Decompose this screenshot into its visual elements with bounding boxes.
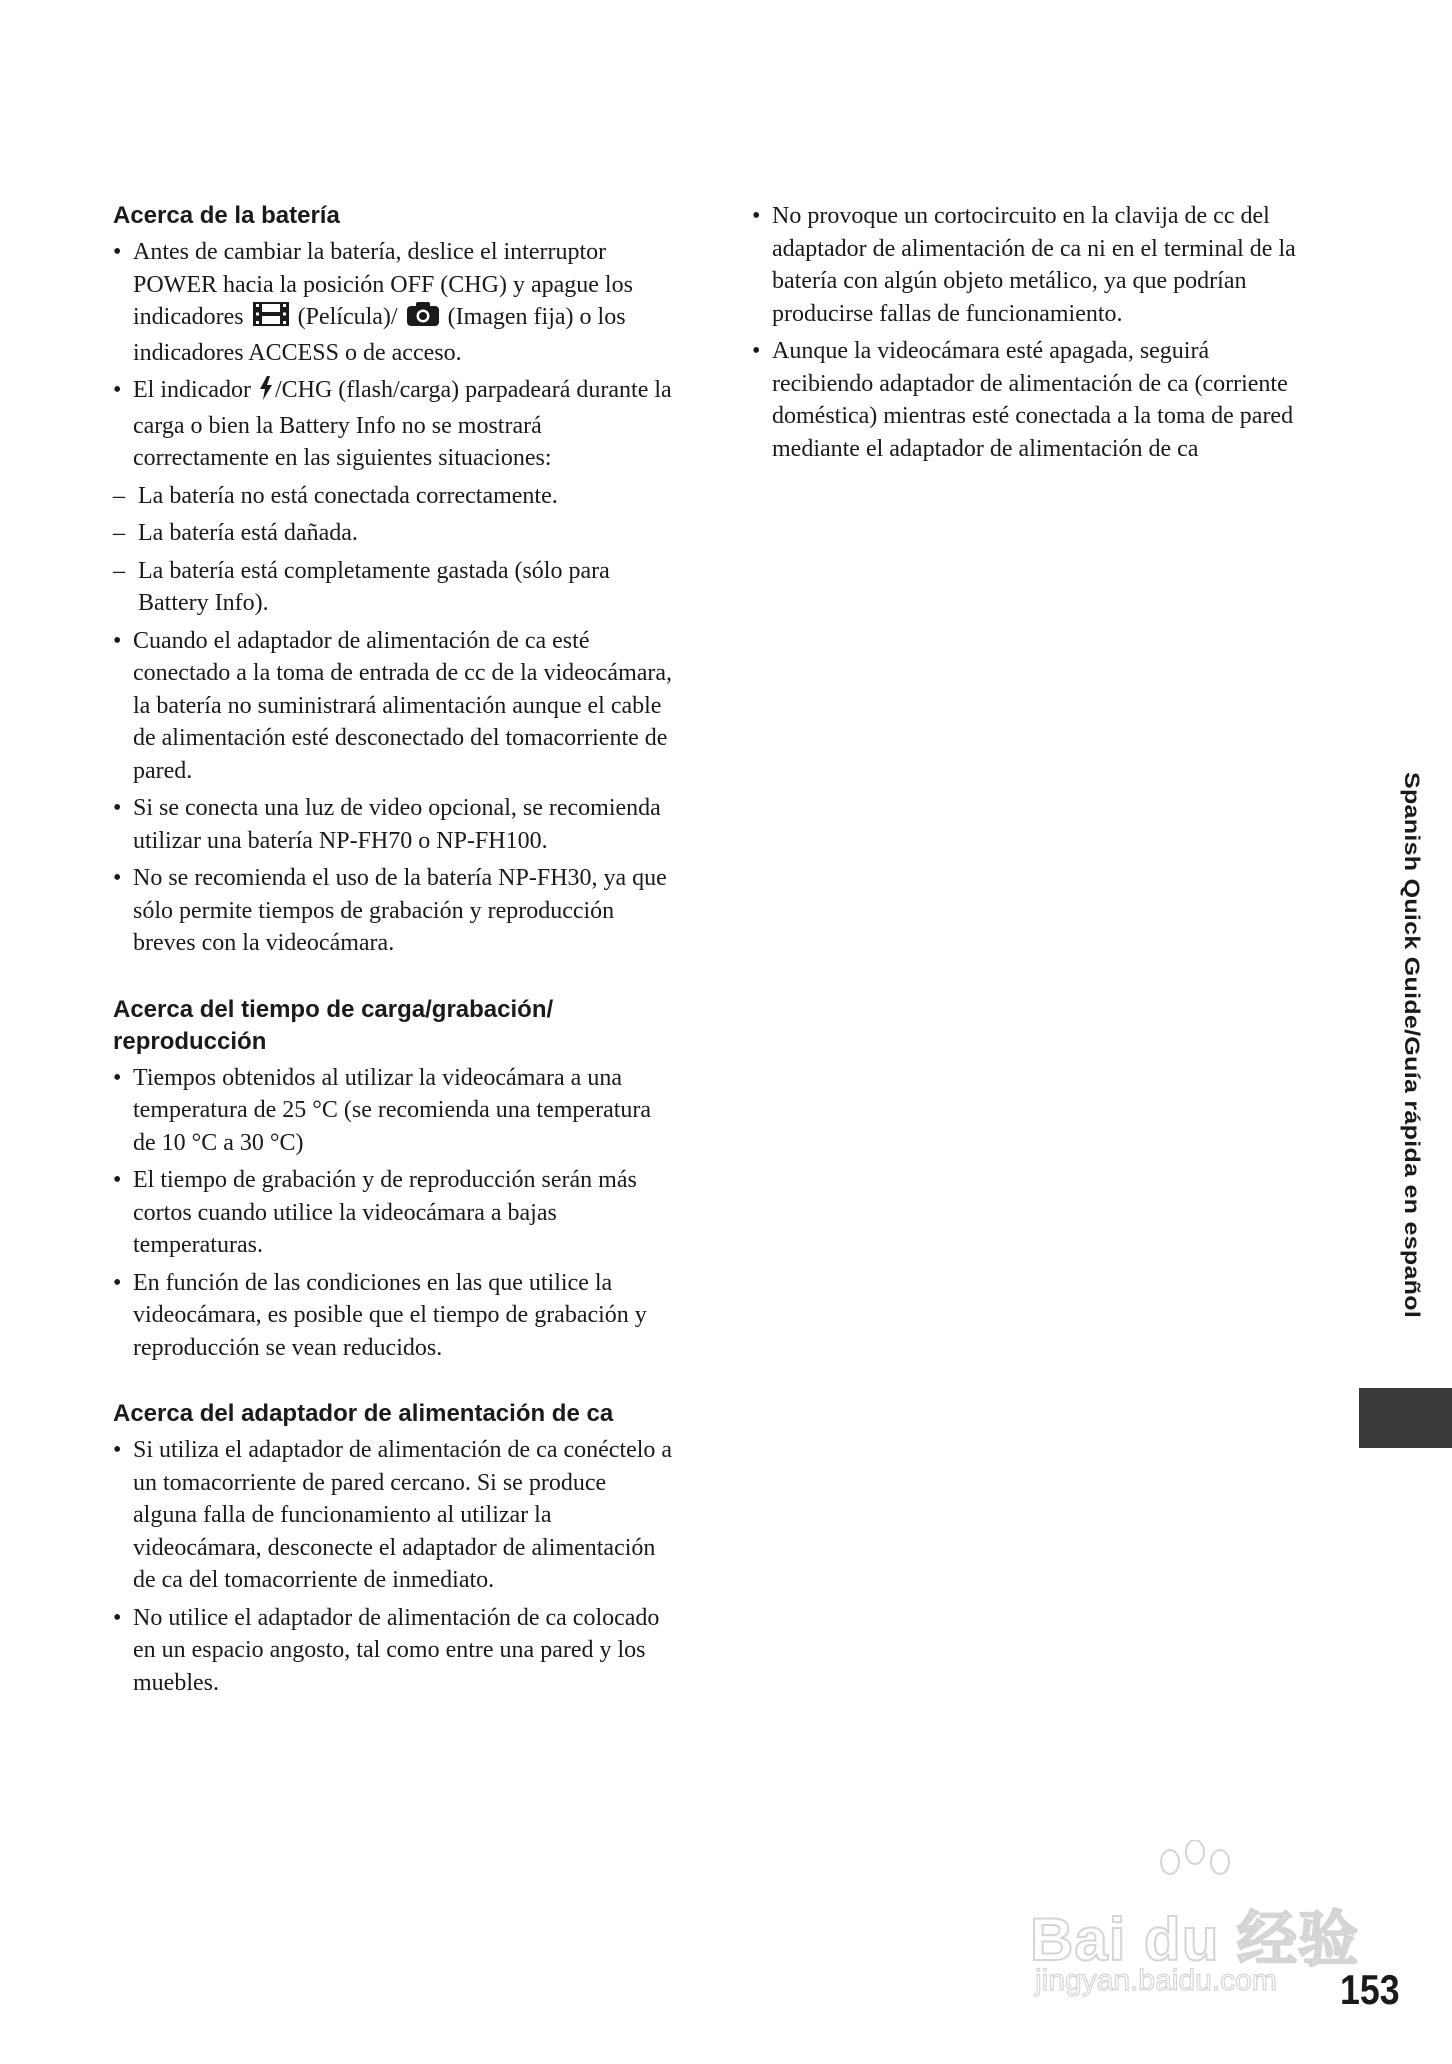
- bullet-list: [113, 1434, 673, 1699]
- section-heading: Acerca del adaptador de alimentación de ca: [113, 1400, 614, 1427]
- list-item: • No utilice el adaptador de alimentación de ca colocado en un espacio angosto, tal como entre una pared y los muebles.: [113, 1602, 673, 1700]
- list-item: – La batería está dañada.: [113, 517, 673, 550]
- page-number: 153: [1340, 1966, 1400, 2013]
- watermark-text: Bai du 经验: [1030, 1906, 1360, 1973]
- camera-icon: [406, 301, 440, 337]
- section-charge-time: [113, 994, 673, 1365]
- list-item: • No provoque un cortocircuito en la clavija de cc del adaptador de alimentación de ca ni en el terminal de la batería con algún objeto metálico, ya que podrían producirse fallas de funcionamiento.: [752, 200, 1312, 330]
- section-heading: Acerca de la batería: [113, 202, 340, 229]
- side-tab-marker: [1359, 1388, 1452, 1448]
- list-item: • Cuando el adaptador de alimentación de ca esté conectado a la toma de entrada de cc de la videocámara, la batería no suministrará alimentación aunque el cable de alimentación esté desconectado del tomacorriente de pared.: [113, 625, 673, 788]
- list-item: – La batería está completamente gastada (sólo para Battery Info).: [113, 555, 673, 620]
- list-item: • En función de las condiciones en las que utilice la videocámara, es posible que el tiempo de grabación y reproducción se vean reducidos.: [113, 1267, 673, 1365]
- bullet-list: [113, 236, 673, 960]
- list-item: • El tiempo de grabación y de reproducción serán más cortos cuando utilice la videocámara a bajas temperaturas.: [113, 1164, 673, 1262]
- list-item: • Aunque la videocámara esté apagada, seguirá recibiendo adaptador de alimentación de ca (corriente doméstica) mientras esté conectada a la toma de pared mediante el adaptador de alimentación de ca: [752, 335, 1312, 465]
- list-item: • Tiempos obtenidos al utilizar la videocámara a una temperatura de 25 °C (se recomienda una temperatura de 10 °C a 30 °C): [113, 1062, 673, 1160]
- section-battery: [113, 200, 673, 960]
- section-heading: Acerca del tiempo de carga/grabación/ reproducción: [113, 995, 554, 1055]
- flash-bolt-icon: [259, 376, 273, 410]
- bullet-text: /CHG (flash/carga) parpadeará durante la carga o bien la Battery Info no se mostrará correctamente en las siguientes situaciones:: [133, 377, 672, 471]
- left-column: [113, 200, 673, 1733]
- list-item: • No se recomienda el uso de la batería NP-FH30, ya que sólo permite tiempos de grabación y reproducción breves con la videocámara.: [113, 862, 673, 960]
- bullet-text: Antes de cambiar la batería, deslice el interruptor POWER hacia la posición OFF (CHG) y apague los indicadores: [133, 239, 633, 330]
- bullet-text: El indicador: [133, 377, 251, 403]
- film-strip-icon: [252, 301, 290, 337]
- bullet-list: [113, 1062, 673, 1365]
- bullet-list: [752, 200, 1312, 465]
- list-item: [113, 236, 673, 369]
- watermark-logo: [1030, 1840, 1360, 2000]
- list-item: • Si utiliza el adaptador de alimentación de ca conéctelo a un tomacorriente de pared cercano. Si se produce alguna falla de funcionamiento al utilizar la videocámara, desconecte el adaptador de alimentación de ca del tomacorriente de inmediato.: [113, 1434, 673, 1597]
- side-tab-label: Spanish Quick Guide/Guía rápida en español: [1400, 772, 1424, 1319]
- right-column: [752, 200, 1312, 470]
- watermark-url: jingyan.baidu.com: [1035, 1964, 1277, 1997]
- list-item: [113, 374, 673, 620]
- section-ac-adaptor: [113, 1398, 673, 1699]
- dash-list: [133, 480, 673, 620]
- bullet-text: (Imagen fija) o los indicadores ACCESS o de acceso.: [133, 304, 626, 366]
- bullet-text: (Película)/: [297, 304, 398, 330]
- list-item: • Si se conecta una luz de video opcional, se recomienda utilizar una batería NP-FH70 o NP-FH100.: [113, 792, 673, 857]
- list-item: – La batería no está conectada correctamente.: [113, 480, 673, 513]
